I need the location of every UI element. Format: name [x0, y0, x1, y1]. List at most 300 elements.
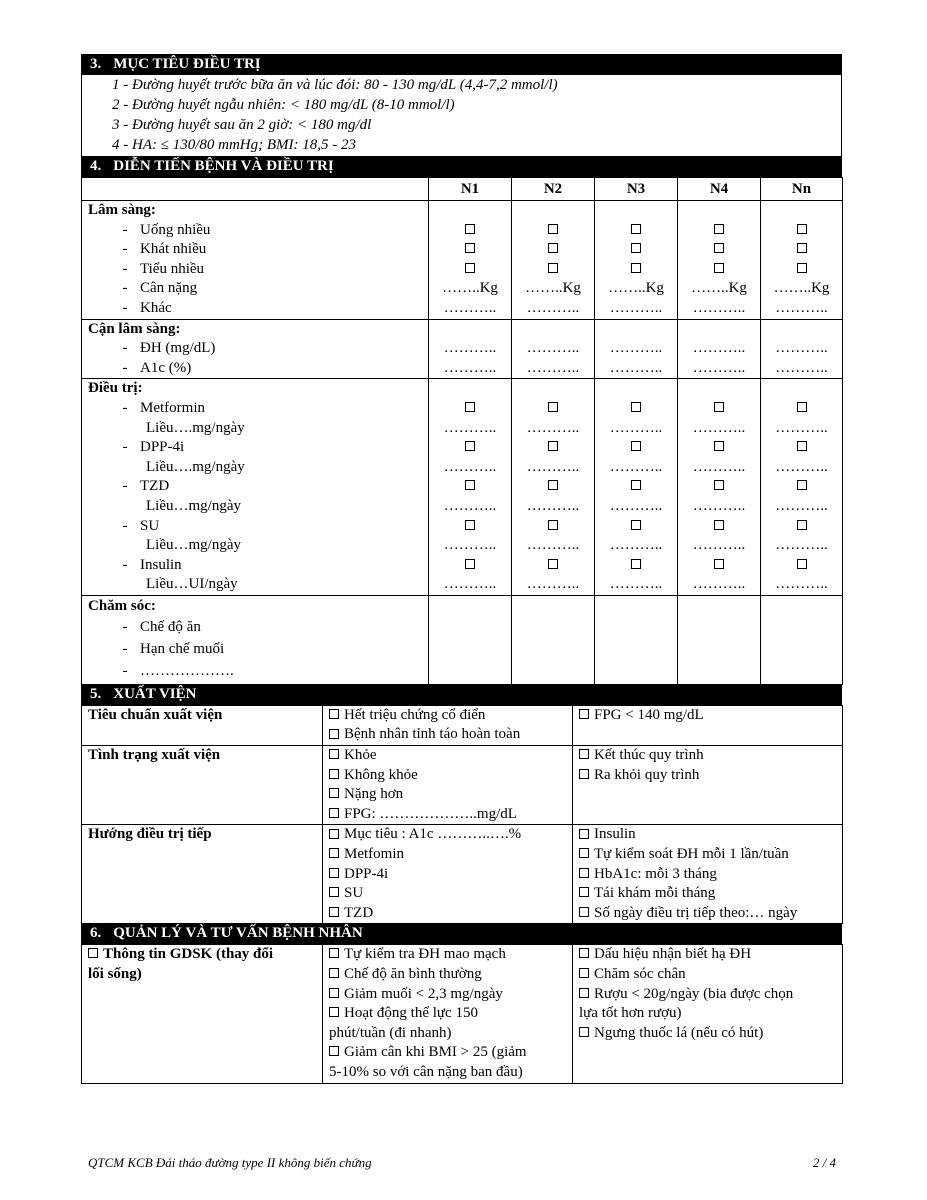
- section-4-header: [81, 156, 842, 177]
- counseling-label-line: lối sống): [88, 966, 142, 982]
- option-label: Số ngày điều trị tiếp theo:… ngày: [594, 904, 798, 921]
- clinical-item: Khát nhiều: [140, 241, 207, 258]
- dash: -: [122, 280, 128, 297]
- checkbox-icon[interactable]: [714, 441, 724, 451]
- entry-cell: [678, 201, 761, 320]
- blank-field[interactable]: ………..: [609, 458, 663, 475]
- blank-field[interactable]: ………..: [443, 299, 497, 316]
- blank-field[interactable]: ………..: [692, 340, 746, 357]
- section-5-number: 5.: [90, 685, 102, 702]
- counseling-column: [323, 945, 573, 1083]
- checkbox-line: [678, 477, 760, 497]
- blank-field[interactable]: ………..: [775, 340, 828, 357]
- checkbox-icon[interactable]: [797, 263, 807, 273]
- spacer: [761, 320, 842, 340]
- dash: -: [122, 299, 128, 316]
- counseling-column: [573, 945, 843, 1083]
- blank-field[interactable]: ………..: [775, 458, 828, 475]
- entry-cell: [595, 319, 678, 379]
- clinical-item: Tiểu nhiều: [140, 260, 205, 277]
- care-row: [82, 595, 843, 684]
- discharge-option[interactable]: [329, 845, 572, 865]
- checkbox-icon[interactable]: [329, 868, 339, 878]
- entry-cell: [429, 319, 512, 379]
- option-label: Nặng hơn: [344, 786, 404, 803]
- blank-field[interactable]: ………..: [609, 537, 663, 554]
- option-label: SU: [344, 885, 364, 902]
- blank-field[interactable]: ………..: [526, 419, 580, 436]
- checkbox-icon[interactable]: [579, 887, 589, 897]
- counseling-option[interactable]: [88, 945, 322, 965]
- checkbox-icon[interactable]: [631, 243, 641, 253]
- blank-field[interactable]: ……..Kg: [691, 280, 747, 297]
- checkbox-line: [678, 399, 760, 419]
- checkbox-icon[interactable]: [329, 1046, 339, 1056]
- checkbox-icon[interactable]: [714, 224, 724, 234]
- clinical-title: Lâm sàng:: [88, 202, 156, 218]
- care-cell[interactable]: [678, 595, 761, 684]
- checkbox-line: [429, 517, 511, 537]
- blank-field[interactable]: ………..: [609, 419, 663, 436]
- checkbox-line: [429, 221, 511, 241]
- blank-field[interactable]: ………..: [692, 576, 746, 593]
- spacer: [761, 379, 842, 399]
- checkbox-icon[interactable]: [797, 480, 807, 490]
- checkbox-line: [678, 517, 760, 537]
- option-label: Rượu < 20g/ngày (bia được chọn: [594, 985, 794, 1002]
- blank-field[interactable]: ………..: [692, 359, 746, 376]
- entry-cell: [512, 319, 595, 379]
- blank-field[interactable]: ………..: [609, 359, 663, 376]
- checkbox-icon[interactable]: [465, 402, 475, 412]
- checkbox-line: [429, 438, 511, 458]
- lab-title: Cận lâm sàng:: [88, 320, 181, 337]
- blank-field[interactable]: ………..: [526, 458, 580, 475]
- counseling-option[interactable]: [579, 945, 842, 965]
- checkbox-icon[interactable]: [88, 948, 98, 958]
- care-item: Chế độ ăn: [140, 618, 201, 635]
- discharge-option[interactable]: [329, 904, 572, 924]
- drug-name: TZD: [140, 478, 170, 495]
- checkbox-line: [512, 260, 594, 280]
- checkbox-icon[interactable]: [329, 788, 339, 798]
- option-label: Mục tiêu : A1c ………..….%: [344, 826, 522, 843]
- blank-field[interactable]: ………..: [775, 359, 828, 376]
- counseling-option[interactable]: [329, 1004, 572, 1024]
- checkbox-line: [761, 399, 842, 419]
- option-label: TZD: [344, 904, 374, 921]
- care-cell[interactable]: [761, 595, 843, 684]
- discharge-row: [82, 746, 843, 825]
- option-label: Giảm muối < 2,3 mg/ngày: [344, 985, 503, 1002]
- blank-field[interactable]: ………..: [775, 537, 828, 554]
- checkbox-line: [761, 260, 842, 280]
- blank-field[interactable]: ………..: [609, 576, 663, 593]
- spacer: [429, 320, 511, 340]
- checkbox-line: [429, 556, 511, 576]
- clinical-item: Uống nhiều: [140, 221, 211, 238]
- blank-field[interactable]: ………..: [775, 419, 828, 436]
- clinical-item: Cân nặng: [140, 280, 198, 297]
- checkbox-icon[interactable]: [465, 559, 475, 569]
- care-title: Chăm sóc:: [88, 597, 156, 614]
- clinical-item: Khác: [140, 299, 172, 316]
- goal-item: 2 - Đường huyết ngẫu nhiên: < 180 mg/dL (8-10 mmol/l): [112, 97, 455, 113]
- checkbox-icon[interactable]: [631, 559, 641, 569]
- checkbox-icon[interactable]: [579, 829, 589, 839]
- clinical-row: [82, 201, 843, 320]
- discharge-option[interactable]: [579, 706, 842, 726]
- drug-dose: Liều…mg/ngày: [146, 537, 241, 554]
- discharge-row: [82, 705, 843, 745]
- blank-field[interactable]: ………..: [692, 299, 746, 316]
- column-header: N3: [595, 178, 678, 201]
- blank-field[interactable]: ………..: [526, 299, 580, 316]
- checkbox-icon[interactable]: [579, 907, 589, 917]
- counseling-option[interactable]: [579, 985, 842, 1005]
- blank-field[interactable]: ………..: [775, 576, 828, 593]
- checkbox-icon[interactable]: [548, 243, 558, 253]
- checkbox-icon[interactable]: [631, 480, 641, 490]
- lab-item: ĐH (mg/dL): [140, 340, 216, 357]
- checkbox-icon[interactable]: [329, 848, 339, 858]
- entry-cell: [595, 201, 678, 320]
- discharge-option[interactable]: [579, 884, 842, 904]
- discharge-option[interactable]: [329, 746, 572, 766]
- checkbox-icon[interactable]: [579, 709, 589, 719]
- counseling-option: [329, 1063, 572, 1083]
- checkbox-icon[interactable]: [579, 749, 589, 759]
- checkbox-line: [678, 240, 760, 260]
- dash: -: [122, 556, 128, 573]
- checkbox-icon[interactable]: [465, 520, 475, 530]
- blank-field[interactable]: ………..: [526, 340, 580, 357]
- blank-field[interactable]: ……..Kg: [773, 280, 830, 297]
- checkbox-icon[interactable]: [465, 263, 475, 273]
- section-4-number: 4.: [90, 158, 102, 174]
- checkbox-icon[interactable]: [797, 441, 807, 451]
- blank-header: [82, 178, 429, 201]
- discharge-label: Tình trạng xuất viện: [82, 746, 323, 825]
- checkbox-line: [678, 438, 760, 458]
- checkbox-line: [761, 477, 842, 497]
- discharge-option[interactable]: [579, 825, 842, 845]
- checkbox-line: [512, 221, 594, 241]
- blank-field[interactable]: ………..: [526, 497, 580, 514]
- counseling-option: [579, 1004, 842, 1024]
- checkbox-icon[interactable]: [797, 224, 807, 234]
- drug-dose: Liều…UI/ngày: [146, 576, 238, 593]
- option-label: Bệnh nhân tỉnh táo hoàn toàn: [344, 726, 521, 743]
- page-number: 2 / 4: [812, 1155, 836, 1170]
- checkbox-icon[interactable]: [329, 729, 339, 739]
- checkbox-icon[interactable]: [579, 968, 589, 978]
- blank-field[interactable]: ………..: [443, 340, 497, 357]
- checkbox-line: [595, 240, 677, 260]
- dash: -: [122, 260, 128, 277]
- discharge-table: [81, 705, 843, 925]
- blank-field[interactable]: ………..: [692, 537, 746, 554]
- checkbox-icon[interactable]: [329, 968, 339, 978]
- care-cell[interactable]: [512, 595, 595, 684]
- checkbox-line: [429, 477, 511, 497]
- checkbox-icon[interactable]: [329, 948, 339, 958]
- checkbox-line: [761, 221, 842, 241]
- checkbox-icon[interactable]: [579, 988, 589, 998]
- spacer: [595, 379, 677, 399]
- checkbox-icon[interactable]: [631, 402, 641, 412]
- discharge-option[interactable]: [329, 766, 572, 786]
- blank-field[interactable]: ………..: [443, 537, 497, 554]
- dash: -: [122, 340, 128, 357]
- checkbox-icon[interactable]: [631, 520, 641, 530]
- discharge-label: Tiêu chuẩn xuất viện: [82, 705, 323, 745]
- checkbox-line: [678, 260, 760, 280]
- entry-cell: [678, 379, 761, 596]
- blank-field[interactable]: ……..Kg: [608, 280, 664, 297]
- checkbox-icon[interactable]: [631, 441, 641, 451]
- discharge-option[interactable]: [579, 904, 842, 924]
- discharge-option[interactable]: [329, 785, 572, 805]
- entry-cell: [761, 201, 843, 320]
- counseling-option[interactable]: [579, 1024, 842, 1044]
- dash: -: [122, 221, 128, 238]
- counseling-option[interactable]: [579, 965, 842, 985]
- checkbox-line: [761, 438, 842, 458]
- column-header: N2: [512, 178, 595, 201]
- checkbox-icon[interactable]: [714, 263, 724, 273]
- checkbox-icon[interactable]: [465, 243, 475, 253]
- counseling-option[interactable]: [329, 1043, 572, 1063]
- column-header: N4: [678, 178, 761, 201]
- dash: -: [122, 399, 128, 416]
- care-cell[interactable]: [429, 595, 512, 684]
- checkbox-icon[interactable]: [579, 948, 589, 958]
- blank-field[interactable]: ………..: [609, 340, 663, 357]
- blank-field[interactable]: ………..: [692, 419, 746, 436]
- counseling-table: [81, 944, 843, 1083]
- dash: -: [122, 662, 128, 679]
- checkbox-icon[interactable]: [579, 868, 589, 878]
- section-6-title: QUẢN LÝ VÀ TƯ VẤN BỆNH NHÂN: [113, 925, 363, 942]
- dash: -: [122, 478, 128, 495]
- spacer: [429, 201, 511, 221]
- checkbox-icon[interactable]: [465, 480, 475, 490]
- option-label: Khỏe: [344, 747, 377, 764]
- checkbox-icon[interactable]: [548, 402, 558, 412]
- checkbox-icon[interactable]: [465, 441, 475, 451]
- drug-name: DPP-4i: [140, 439, 185, 456]
- lab-row: [82, 319, 843, 379]
- spacer: [512, 320, 594, 340]
- checkbox-icon[interactable]: [714, 402, 724, 412]
- drug-dose: Liều…mg/ngày: [146, 497, 241, 514]
- column-header: Nn: [761, 178, 843, 201]
- checkbox-line: [678, 556, 760, 576]
- entry-cell: [761, 319, 843, 379]
- counseling-option[interactable]: [329, 965, 572, 985]
- checkbox-line: [429, 399, 511, 419]
- checkbox-icon[interactable]: [548, 224, 558, 234]
- checkbox-icon[interactable]: [329, 749, 339, 759]
- goal-item: 1 - Đường huyết trước bữa ăn và lúc đói: 80 - 130 mg/dL (4,4-7,2 mmol/l): [112, 77, 558, 93]
- checkbox-line: [761, 517, 842, 537]
- checkbox-icon[interactable]: [329, 709, 339, 719]
- checkbox-icon[interactable]: [329, 907, 339, 917]
- option-label: Metfomin: [344, 846, 404, 863]
- checkbox-icon[interactable]: [329, 808, 339, 818]
- checkbox-icon[interactable]: [714, 243, 724, 253]
- discharge-option[interactable]: [579, 766, 842, 786]
- drug-name: Insulin: [140, 556, 182, 573]
- care-cell[interactable]: [595, 595, 678, 684]
- checkbox-icon[interactable]: [714, 480, 724, 490]
- dash: -: [122, 517, 128, 534]
- checkbox-icon[interactable]: [797, 520, 807, 530]
- checkbox-icon[interactable]: [329, 829, 339, 839]
- option-label: Chăm sóc chân: [594, 966, 686, 982]
- checkbox-icon[interactable]: [714, 559, 724, 569]
- checkbox-icon[interactable]: [631, 224, 641, 234]
- option-label: FPG < 140 mg/dL: [594, 706, 704, 723]
- blank-field[interactable]: ………..: [526, 576, 580, 593]
- counseling-option[interactable]: [329, 985, 572, 1005]
- option-label: HbA1c: mỗi 3 tháng: [594, 865, 717, 882]
- checkbox-icon[interactable]: [329, 887, 339, 897]
- spacer: [512, 379, 594, 399]
- goal-item: 3 - Đường huyết sau ăn 2 giờ: < 180 mg/dl: [112, 117, 372, 133]
- option-label: Dấu hiệu nhận biết hạ ĐH: [594, 946, 752, 963]
- treatment-goals: [81, 75, 842, 156]
- progress-table: [81, 177, 843, 685]
- blank-field[interactable]: ……..Kg: [442, 280, 498, 297]
- discharge-option[interactable]: [329, 706, 572, 726]
- option-label: 5-10% so với cân nặng ban đầu): [329, 1063, 523, 1080]
- discharge-option[interactable]: [329, 805, 572, 825]
- blank-field[interactable]: ………..: [775, 299, 828, 316]
- blank-field[interactable]: ………..: [526, 359, 580, 376]
- discharge-option[interactable]: [329, 825, 572, 845]
- checkbox-icon[interactable]: [579, 769, 589, 779]
- checkbox-icon[interactable]: [329, 988, 339, 998]
- blank-field[interactable]: ………..: [609, 299, 663, 316]
- blank-field[interactable]: ………..: [443, 576, 497, 593]
- checkbox-icon[interactable]: [548, 520, 558, 530]
- option-label: Chế độ ăn bình thường: [344, 966, 482, 982]
- checkbox-line: [761, 556, 842, 576]
- dash: -: [122, 640, 128, 657]
- treatment-row: [82, 379, 843, 596]
- discharge-option[interactable]: [579, 865, 842, 885]
- checkbox-icon[interactable]: [714, 520, 724, 530]
- section-3-number: 3.: [90, 56, 102, 72]
- footer-title: QTCM KCB Đái tháo đường type II không biến chứng: [88, 1155, 372, 1170]
- option-label: DPP-4i: [344, 865, 389, 882]
- page-footer: [88, 1155, 836, 1171]
- option-label: Tái khám mỗi tháng: [594, 885, 716, 902]
- entry-cell: [429, 201, 512, 320]
- section-3-header: [81, 54, 842, 75]
- discharge-option[interactable]: [579, 746, 842, 766]
- column-header: N1: [429, 178, 512, 201]
- treatment-title: Điều trị:: [88, 380, 143, 397]
- checkbox-line: [512, 438, 594, 458]
- spacer: [678, 201, 760, 221]
- checkbox-line: [595, 477, 677, 497]
- care-item: Hạn chế muối: [140, 640, 225, 657]
- blank-field[interactable]: ………..: [692, 497, 746, 514]
- blank-field[interactable]: ………..: [443, 359, 497, 376]
- blank-field[interactable]: ……..Kg: [525, 280, 581, 297]
- checkbox-line: [429, 260, 511, 280]
- section-5-title: XUẤT VIỆN: [113, 685, 197, 702]
- checkbox-line: [595, 438, 677, 458]
- section-6-header: [81, 924, 842, 944]
- checkbox-icon[interactable]: [548, 441, 558, 451]
- blank-field[interactable]: ………..: [526, 537, 580, 554]
- spacer: [595, 320, 677, 340]
- checkbox-line: [429, 240, 511, 260]
- blank-field[interactable]: ………..: [443, 458, 497, 475]
- dash: -: [122, 439, 128, 456]
- spacer: [595, 201, 677, 221]
- drug-name: Metformin: [140, 399, 205, 416]
- checkbox-line: [595, 556, 677, 576]
- checkbox-icon[interactable]: [329, 769, 339, 779]
- counseling-option: [329, 1024, 572, 1044]
- counseling-label-line: Thông tin GDSK (thay đổi: [103, 946, 274, 963]
- option-label: lựa tốt hơn rượu): [579, 1005, 682, 1022]
- section-5-header: [81, 685, 842, 705]
- blank-field[interactable]: ………..: [609, 497, 663, 514]
- checkbox-icon[interactable]: [329, 1007, 339, 1017]
- checkbox-icon[interactable]: [548, 263, 558, 273]
- checkbox-icon[interactable]: [797, 402, 807, 412]
- care-item: ……………….: [140, 662, 234, 679]
- checkbox-icon[interactable]: [631, 263, 641, 273]
- checkbox-icon[interactable]: [797, 559, 807, 569]
- entry-cell: [595, 379, 678, 596]
- checkbox-icon[interactable]: [548, 480, 558, 490]
- entry-cell: [512, 379, 595, 596]
- checkbox-icon[interactable]: [465, 224, 475, 234]
- checkbox-line: [678, 221, 760, 241]
- checkbox-line: [512, 556, 594, 576]
- spacer: [678, 379, 760, 399]
- discharge-option[interactable]: [329, 725, 572, 745]
- checkbox-line: [595, 399, 677, 419]
- checkbox-icon[interactable]: [548, 559, 558, 569]
- discharge-option[interactable]: [579, 845, 842, 865]
- blank-field[interactable]: ………..: [443, 419, 497, 436]
- option-label: phút/tuần (đi nhanh): [329, 1024, 452, 1041]
- blank-field[interactable]: ………..: [443, 497, 497, 514]
- entry-cell: [761, 379, 843, 596]
- blank-field[interactable]: ………..: [775, 497, 828, 514]
- section-4-title: DIỄN TIẾN BỆNH VÀ ĐIỀU TRỊ: [113, 158, 334, 174]
- discharge-option[interactable]: [329, 884, 572, 904]
- dash: -: [122, 241, 128, 258]
- blank-field[interactable]: ………..: [692, 458, 746, 475]
- checkbox-icon[interactable]: [579, 1027, 589, 1037]
- discharge-option[interactable]: [329, 865, 572, 885]
- entry-cell: [429, 379, 512, 596]
- checkbox-icon[interactable]: [579, 848, 589, 858]
- counseling-option[interactable]: [329, 945, 572, 965]
- checkbox-icon[interactable]: [797, 243, 807, 253]
- option-label: Insulin: [594, 826, 636, 843]
- spacer: [761, 201, 842, 221]
